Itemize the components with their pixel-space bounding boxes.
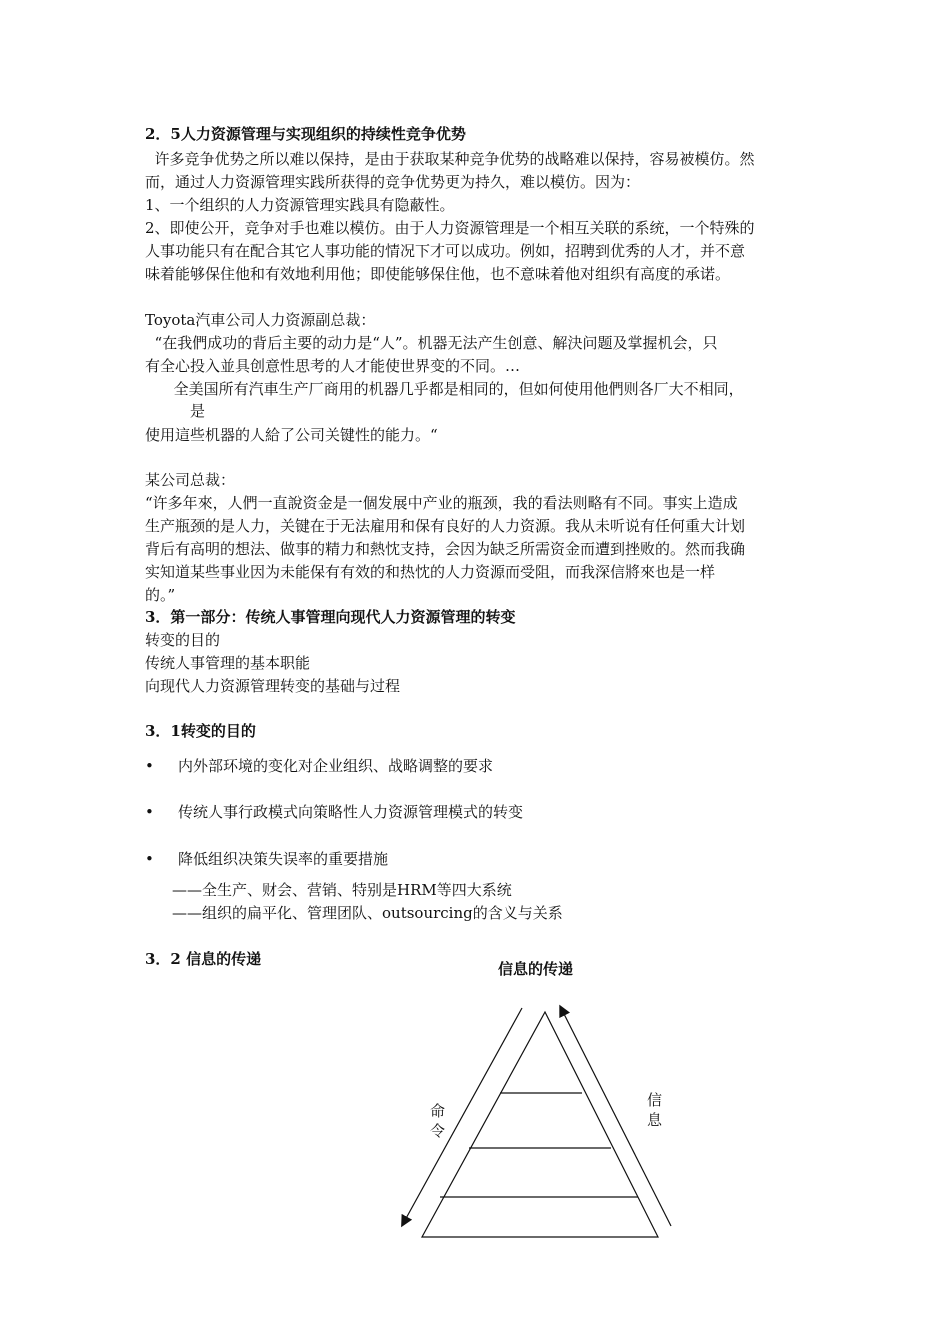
outline-item: 传统人事管理的基本职能: [145, 654, 311, 672]
bullet-item: [145, 801, 523, 823]
paragraph-line: 而，通过人力资源管理实践所获得的竞争优势更为持久，难以模仿。因为：: [145, 173, 641, 191]
paragraph-line: 1、一个组织的人力资源管理实践具有隐蔽性。: [145, 196, 455, 214]
quote-line: 生产瓶颈的是人力，关键在于无法雇用和保有良好的人力资源。我从未听说有任何重大计划: [145, 517, 746, 535]
quote-line: “许多年來，人們一直說资金是一個发展中产业的瓶颈，我的看法则略有不同。事实上造成: [145, 494, 738, 512]
quote-line: 全美国所有汽車生产厂商用的机器几乎都是相同的，但如何使用他們则各厂大不相同，: [145, 380, 744, 398]
paragraph-line: 许多竞争优势之所以难以保持，是由于获取某种竞争优势的战略难以保持，容易被模仿。然: [145, 150, 755, 168]
bullet-marker: •: [145, 850, 154, 868]
diagram-title: 信息的传递: [498, 960, 574, 978]
information-label: 信: [647, 1091, 663, 1109]
command-arrow: [404, 1008, 522, 1222]
outline-item: 向现代人力资源管理转变的基础与过程: [145, 677, 401, 695]
quote-speaker: 某公司总裁：: [145, 471, 236, 489]
section-heading-3-2: 3．2 信息的传递: [145, 950, 262, 968]
bullet-text: 传统人事行政模式向策略性人力资源管理模式的转变: [178, 803, 524, 821]
paragraph-line: 2、即使公开，竞争对手也难以模仿。由于人力资源管理是一个相互关联的系统，一个特殊的: [145, 219, 755, 237]
quote-line: 的。”: [145, 586, 176, 604]
section-heading-3-1: 3．1转变的目的: [145, 722, 256, 740]
command-label: 令: [430, 1122, 446, 1140]
outline-item: 转变的目的: [145, 631, 221, 649]
quote-line: 是: [190, 402, 206, 420]
bullet-marker: •: [145, 757, 154, 775]
information-label: 息: [647, 1111, 663, 1129]
section-heading-2-5: 2．5人力资源管理与实现组织的持续性竞争优势: [145, 125, 466, 143]
quote-line: 有全心投入並具创意性思考的人才能使世界变的不同。…: [145, 357, 521, 375]
bullet-item: [145, 755, 493, 777]
quote-line: 实知道某些事业因为未能保有有效的和热忱的人力资源而受阻，而我深信將來也是一样: [145, 563, 716, 581]
paragraph-line: 味着能够保住他和有效地利用他；即使能够保住他，也不意味着他对组织有高度的承诺。: [145, 265, 731, 283]
sub-item: ——组织的扁平化、管理团队、outsourcing的含义与关系: [172, 904, 563, 922]
quote-line: 背后有高明的想法、做事的精力和熱忱支持，会因为缺乏所需资金而遭到挫败的。然而我确: [145, 540, 746, 558]
bullet-item: [145, 848, 388, 870]
bullet-text: 降低组织决策失误率的重要措施: [178, 850, 389, 868]
section-heading-3: 3．第一部分：传统人事管理向现代人力资源管理的转变: [145, 608, 516, 626]
quote-line: “在我們成功的背后主要的动力是“人”。机器无法产生创意、解決问题及掌握机会，只: [145, 334, 718, 352]
command-label: 命: [430, 1102, 446, 1120]
quote-line: 使用這些机器的人給了公司关键性的能力。“: [145, 426, 438, 444]
paragraph-line: 人事功能只有在配合其它人事功能的情况下才可以成功。例如，招聘到优秀的人才，并不意: [145, 242, 746, 260]
bullet-text: 内外部环境的变化对企业组织、战略调整的要求: [178, 757, 494, 775]
quote-speaker: Toyota汽車公司人力资源副总裁：: [145, 311, 376, 329]
sub-item: ——全生产、财会、营销、特别是HRM等四大系统: [172, 881, 512, 899]
bullet-marker: •: [145, 803, 154, 821]
